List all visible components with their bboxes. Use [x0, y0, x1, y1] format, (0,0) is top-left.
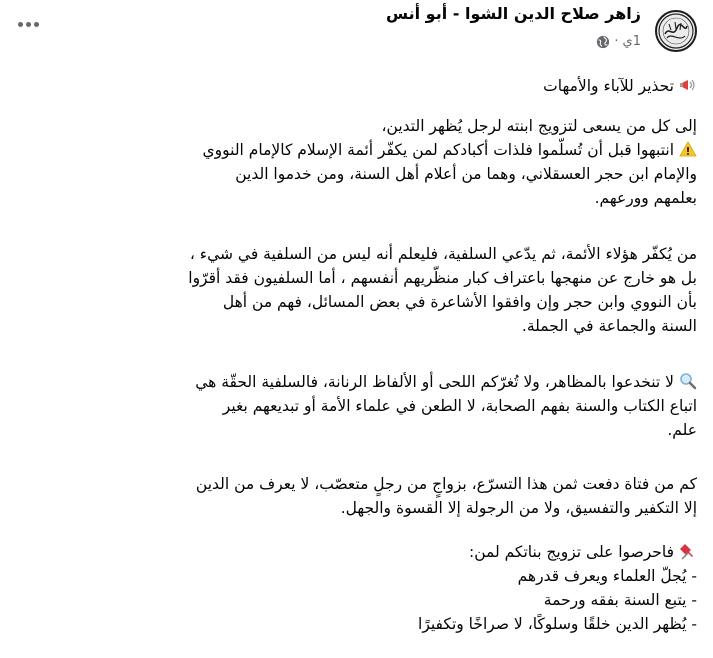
author-name[interactable]: زاهر صلاح الدين الشوا - أبو أنس	[385, 4, 641, 23]
globe-icon[interactable]	[596, 35, 610, 49]
paragraph-5	[418, 540, 697, 636]
post-meta	[596, 34, 641, 49]
pushpin-icon	[679, 542, 697, 560]
meta-separator: ·	[614, 34, 619, 49]
calligraphy-logo	[657, 12, 695, 50]
p5-item-2: - يتبع السنة بفقه ورحمة	[543, 591, 697, 609]
magnifier-icon	[679, 372, 697, 390]
dot	[26, 22, 31, 27]
post-title-line	[543, 74, 697, 98]
p1-line-2: انتبهوا قبل أن تُسلّموا فلذات أكبادكم لمن يكفّر أئمة الإسلام كالإمام النووي	[202, 141, 674, 159]
p2-line-1: من يُكفّر هؤلاء الأئمة، ثم يدّعي السلفية، فليعلم أنه ليس من السلفية في شيء ،	[189, 245, 697, 263]
dot	[34, 22, 39, 27]
p5-intro: فاحرصوا على تزويج بناتكم لمن:	[468, 543, 674, 561]
p1-line-1: إلى كل من يسعى لتزويج ابنته لرجل يُظهر التدين،	[381, 117, 697, 135]
paragraph-1	[203, 114, 697, 210]
p4-line-2: إلا التكفير والتفسيق، ولا من الرجولة إلا القسوة والجهل.	[340, 499, 697, 517]
paragraph-4	[196, 472, 697, 520]
p1-line-4: بعلمهم وورعهم.	[594, 189, 697, 207]
post-title: تحذير للآباء والأمهات	[543, 77, 674, 95]
p3-line-1: لا تنخدعوا بالمظاهر، ولا تُغرّكم اللحى أو الألفاظ الرنانة، فالسلفية الحقّة هي	[195, 373, 674, 391]
p2-line-2: بل هو خارج عن منهجها باعتراف كبار منظّريهم أنفسهم ، أما السلفيون فقد أقرّوا	[188, 269, 697, 287]
p5-item-1: - يُجلّ العلماء ويعرف قدرهم	[517, 567, 697, 585]
p2-line-3: بأن النووي وابن حجر وإن وافقوا الأشاعرة في بعض المسائل، فهم من أهل	[222, 293, 697, 311]
post-time[interactable]: 1ي	[622, 34, 641, 49]
p4-line-1: كم من فتاة دفعت ثمن هذا التسرّع، بزواجٍ من رجلٍ متعصّب، لا يعرف من الدين	[195, 475, 697, 493]
paragraph-3	[195, 370, 697, 442]
p3-line-2: اتباع الكتاب والسنة بفهم الصحابة، لا الطعن في علماء الأمة أو تبديعهم بغير	[222, 397, 697, 415]
p2-line-4: السنة والجماعة في الجملة.	[521, 317, 697, 335]
dot	[18, 22, 23, 27]
paragraph-2	[188, 242, 697, 338]
p1-line-3: والإمام ابن حجر العسقلاني، وهما من أعلام أهل السنة، ومن خدموا الدين	[235, 165, 697, 183]
warning-icon	[679, 140, 697, 158]
p5-item-3: - يُظهر الدين خلقًا وسلوكًا، لا صراخًا وتكفيرًا	[418, 615, 697, 633]
author-avatar[interactable]	[655, 10, 697, 52]
post-header	[0, 0, 713, 64]
p3-line-3: علم.	[667, 421, 697, 439]
more-options-button[interactable]	[10, 6, 46, 42]
megaphone-icon	[679, 76, 697, 94]
